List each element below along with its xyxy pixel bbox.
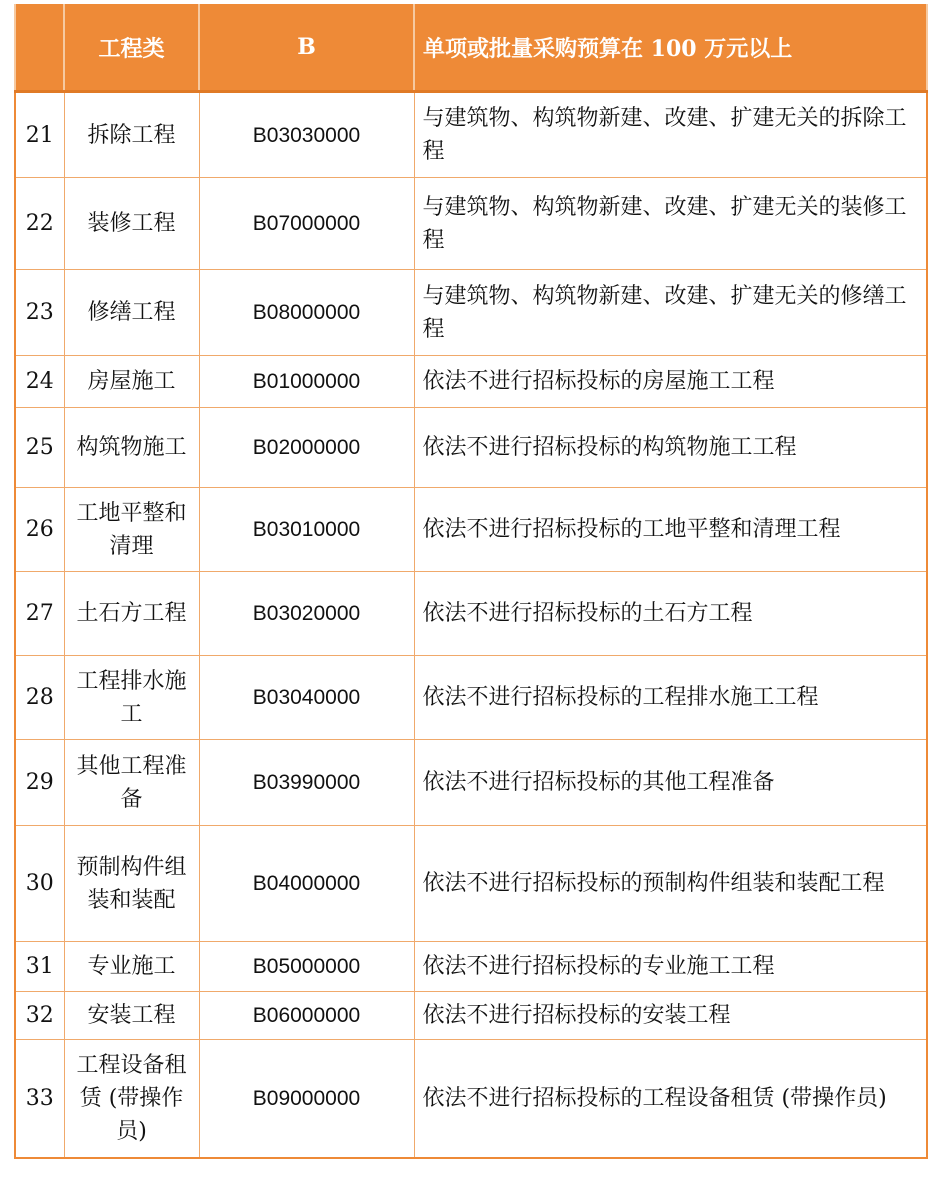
row-description: 依法不进行招标投标的构筑物施工工程 [414, 408, 927, 488]
header-project-type: 工程类 [64, 4, 199, 92]
row-number: 31 [15, 942, 64, 992]
table-row [15, 178, 927, 270]
row-project-type: 修缮工程 [64, 270, 199, 356]
row-description: 依法不进行招标投标的土石方工程 [414, 572, 927, 656]
table-row [15, 92, 927, 178]
row-code: B02000000 [199, 408, 414, 488]
row-project-type: 装修工程 [64, 178, 199, 270]
row-project-type: 工程排水施工 [64, 656, 199, 740]
row-number: 32 [15, 992, 64, 1040]
row-code: B03020000 [199, 572, 414, 656]
row-number: 29 [15, 740, 64, 826]
row-description: 依法不进行招标投标的预制构件组装和装配工程 [414, 826, 927, 942]
header-row [15, 4, 927, 92]
row-description: 与建筑物、构筑物新建、改建、扩建无关的修缮工程 [414, 270, 927, 356]
header-number [15, 4, 64, 92]
row-number: 23 [15, 270, 64, 356]
row-description: 依法不进行招标投标的专业施工工程 [414, 942, 927, 992]
row-project-type: 工程设备租赁 (带操作员) [64, 1040, 199, 1158]
table-row [15, 356, 927, 408]
row-number: 21 [15, 92, 64, 178]
table-row [15, 656, 927, 740]
table-row [15, 826, 927, 942]
row-number: 27 [15, 572, 64, 656]
row-description: 依法不进行招标投标的安装工程 [414, 992, 927, 1040]
row-description: 与建筑物、构筑物新建、改建、扩建无关的装修工程 [414, 178, 927, 270]
row-number: 33 [15, 1040, 64, 1158]
row-number: 30 [15, 826, 64, 942]
row-description: 依法不进行招标投标的工程排水施工工程 [414, 656, 927, 740]
row-description: 依法不进行招标投标的工地平整和清理工程 [414, 488, 927, 572]
row-description: 与建筑物、构筑物新建、改建、扩建无关的拆除工程 [414, 92, 927, 178]
row-project-type: 工地平整和清理 [64, 488, 199, 572]
table-header [15, 4, 927, 92]
table-row [15, 942, 927, 992]
row-code: B07000000 [199, 178, 414, 270]
row-project-type: 土石方工程 [64, 572, 199, 656]
row-code: B03990000 [199, 740, 414, 826]
row-project-type: 房屋施工 [64, 356, 199, 408]
row-code: B03040000 [199, 656, 414, 740]
header-description: 单项或批量采购预算在 100 万元以上 [414, 4, 927, 92]
table-row [15, 1040, 927, 1158]
table-row [15, 408, 927, 488]
row-code: B03010000 [199, 488, 414, 572]
row-project-type: 构筑物施工 [64, 408, 199, 488]
row-description: 依法不进行招标投标的其他工程准备 [414, 740, 927, 826]
row-code: B04000000 [199, 826, 414, 942]
row-number: 26 [15, 488, 64, 572]
row-code: B01000000 [199, 356, 414, 408]
row-code: B06000000 [199, 992, 414, 1040]
header-code: B [199, 4, 414, 92]
row-description: 依法不进行招标投标的房屋施工工程 [414, 356, 927, 408]
table-row [15, 572, 927, 656]
row-code: B09000000 [199, 1040, 414, 1158]
table-row [15, 992, 927, 1040]
row-code: B05000000 [199, 942, 414, 992]
row-number: 25 [15, 408, 64, 488]
procurement-table [14, 4, 928, 1159]
row-code: B03030000 [199, 92, 414, 178]
table-body [15, 92, 927, 1158]
row-number: 22 [15, 178, 64, 270]
row-project-type: 预制构件组装和装配 [64, 826, 199, 942]
row-number: 28 [15, 656, 64, 740]
row-project-type: 专业施工 [64, 942, 199, 992]
row-project-type: 安装工程 [64, 992, 199, 1040]
row-project-type: 拆除工程 [64, 92, 199, 178]
row-code: B08000000 [199, 270, 414, 356]
table-row [15, 270, 927, 356]
row-project-type: 其他工程准备 [64, 740, 199, 826]
table-row [15, 740, 927, 826]
row-number: 24 [15, 356, 64, 408]
table-row [15, 488, 927, 572]
row-description: 依法不进行招标投标的工程设备租赁 (带操作员) [414, 1040, 927, 1158]
procurement-table-container [14, 4, 926, 1159]
